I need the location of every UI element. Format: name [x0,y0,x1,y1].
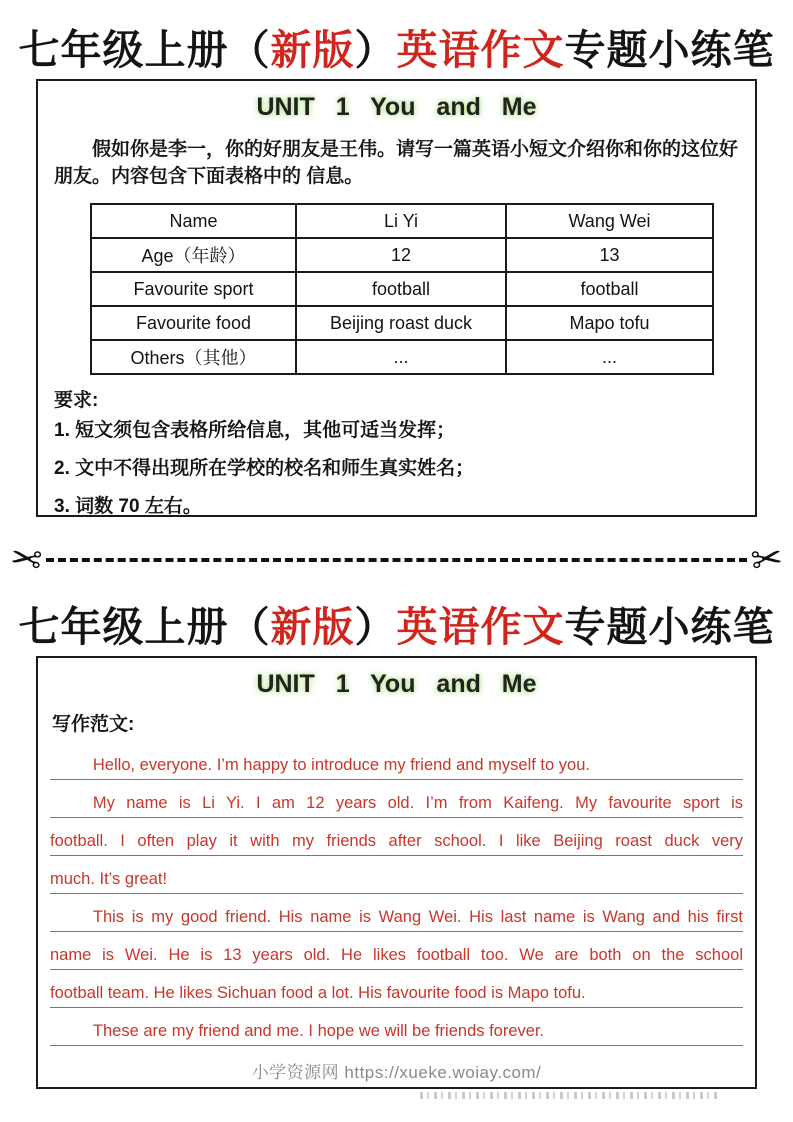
table-row [91,238,713,272]
table-cell: Favourite sport [91,272,296,306]
title-segment: 新版 [270,27,355,73]
table-row [91,272,713,306]
table-cell: football [296,272,506,306]
unit-heading: UNIT 1 You and Me [256,93,537,122]
scissors-icon: ✂ [7,537,45,584]
essay-line: football team. He likes Sichuan food a lot. His favourite food is Mapo tofu. [50,970,743,1008]
title-segment: 七年级上册 [18,27,229,73]
info-table [90,203,714,375]
essay-line: football. I often play it with my friends after school. I like Beijing roast duck very [50,818,743,856]
table-cell: football [506,272,713,306]
model-essay-box [36,656,757,1089]
table-cell: Mapo tofu [506,306,713,340]
title-segment: 七年级上册 [18,604,229,651]
scissors-icon: ✂ [748,537,786,584]
table-cell: Beijing roast duck [296,306,506,340]
requirement-item: 3. 词数 70 左右。 [54,496,202,518]
title-segment: （ [228,27,271,73]
requirement-item: 2. 文中不得出现所在学校的校名和师生真实姓名； [54,458,475,480]
essay-line: name is Wei. He is 13 years old. He likes football too. We are both on the school [50,932,743,970]
title-segment: 新版 [270,604,355,651]
essay-line: My name is Li Yi. I am 12 years old. I’m from Kaifeng. My favourite sport is [50,780,743,818]
table-cell: ... [506,340,713,374]
table-cell: Wang Wei [506,204,713,238]
title-segment: ） [354,604,397,651]
table-cell: 12 [296,238,506,272]
requirement-item: 1. 短文须包含表格所给信息，其他可适当发挥； [54,420,456,442]
title-segment: 英语作文 [396,604,565,651]
table-cell: Others（其他） [91,340,296,374]
requirements-label: 要求: [54,390,99,412]
essay-line: This is my good friend. His name is Wang Wei. His last name is Wang and his first [50,894,743,932]
title-segment: 专题小练笔 [564,604,775,651]
task-prompt: 假如你是李一，你的好朋友是王伟。请写一篇英语小短文介绍你和你的这位好朋友。内容包含下面表格中的 信息。 [54,139,739,188]
model-essay [50,742,743,1046]
unit-heading: UNIT 1 You and Me [256,670,537,699]
table-row [91,204,713,238]
essay-line: These are my friend and me. I hope we will be friends forever. [50,1008,743,1046]
task-box [36,79,757,517]
essay-line: much. It’s great! [50,856,743,894]
title-segment: ） [354,27,397,73]
title-segment: 专题小练笔 [564,27,775,73]
cut-line [7,537,786,584]
table-cell: Li Yi [296,204,506,238]
table-row [91,306,713,340]
table-cell: Age（年龄） [91,238,296,272]
table-cell: Name [91,204,296,238]
table-cell: 13 [506,238,713,272]
table-cell: ... [296,340,506,374]
site-watermark: 小学资源网 https://xueke.woiay.com/ [251,1063,542,1083]
page-title-top [0,28,793,73]
dashed-cut-line [46,558,747,562]
page-title-bottom [0,605,793,650]
essay-line: Hello, everyone. I’m happy to introduce my friend and myself to you. [50,742,743,780]
table-row [91,340,713,374]
cropped-print-fragments [420,1092,720,1099]
title-segment: （ [228,604,271,651]
title-segment: 英语作文 [396,27,565,73]
table-cell: Favourite food [91,306,296,340]
model-essay-label: 写作范文: [52,714,135,736]
